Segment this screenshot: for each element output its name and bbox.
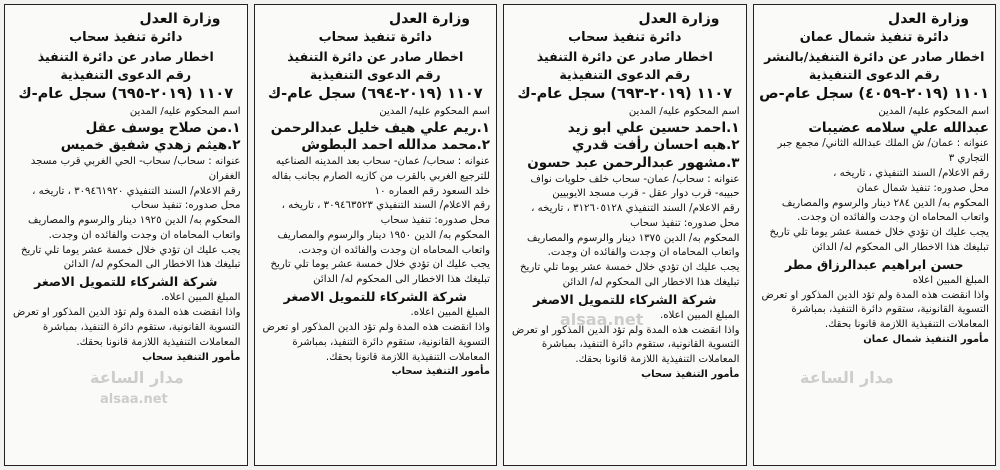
notice-heading: اخطار صادر عن دائرة التنفيذ [37, 49, 214, 65]
judgment-amount: المحكوم به/ الدين ١٩٢٥ دينار والرسوم والمصاريف واتعاب المحاماه ان وجدت والفائده ان وجدت. [27, 215, 241, 241]
watermark-text: مدار الساعة [800, 368, 894, 387]
officer-signature: مأمور التنفيذ شمال عمان [863, 333, 989, 345]
debtor-label: اسم المحكوم عليه/ المدين [878, 106, 989, 118]
ministry-title: وزارة العدل [888, 11, 969, 27]
debtor-address: عنوانه : سحاب/ سحاب- الحي الغربي قرب مسجد الغفران [30, 156, 241, 182]
payment-demand: يجب عليك ان تؤدي خلال خمسة عشر يوما تلي تاريخ تبليغك هذا الاخطار الى المحكوم له/ الدائن [769, 227, 989, 253]
watermark-text: alsaa.net [100, 392, 168, 407]
debtor-name: ٣.مشهور عبدالرحمن عبد حسون [527, 155, 740, 171]
creditor-name: حسن ابراهيم عبدالرزاق مطر [784, 256, 964, 272]
debtor-name: ٢.محمد مدالله احمد البطوش [301, 137, 490, 154]
issued-place: محل صدوره: تنفيذ شمال عمان [856, 182, 989, 194]
amount-reference: المبلغ المبين اعلاه [912, 274, 989, 286]
notice-reference: رقم الاعلام/ السند التنفيذي ، تاريخه ، [833, 168, 989, 180]
debtor-name: ١.احمد حسين علي ابو زيد [567, 119, 740, 136]
ministry-title: وزارة العدل [389, 11, 470, 27]
payment-demand: يجب عليك ان تؤدي خلال خمسة عشر يوما تلي تاريخ تبليغك هذا الاخطار الى المحكوم له/ الدائن [519, 262, 740, 289]
debtor-label: اسم المحكوم عليه/ المدين [129, 106, 241, 118]
enforcement-warning: واذا انقضت هذه المدة ولم تؤد الدين المذكور او تعرض التسوية القانونية، ستقوم دائرة التنفيذ، بمباشرة المعاملات التنفيذية اللازمة قانونا بحقك. [13, 307, 241, 348]
department-title: دائرة تنفيذ سحاب [568, 30, 682, 46]
debtor-name: ١.ريم علي هيف خليل عبدالرحمن [270, 119, 490, 136]
case-label: رقم الدعوى التنفيذية [808, 67, 940, 83]
enforcement-warning: واذا انقضت هذه المدة ولم تؤد الدين المذكور او تعرض التسوية القانونية، ستقوم دائرة التنفيذ، بمباشرة المعاملات التنفيذية اللازمة قانونا بحقك. [761, 289, 989, 331]
department-title: دائرة تنفيذ سحاب [318, 30, 432, 46]
notice-reference: رقم الاعلام/ السند التنفيذي ٣٠٩٤٦١٩٢٠ ، تاريخه ، [32, 185, 241, 197]
debtor-name: ٢.هيثم زهدي شفيق خميس [60, 137, 241, 154]
notice-north-amman [753, 4, 997, 466]
amount-reference: المبلغ المبين اعلاه. [161, 292, 241, 304]
officer-signature: مأمور التنفيذ سحاب [641, 369, 740, 381]
notice-reference: رقم الاعلام/ السند التنفيذي ٣٠٩٤٦٣٥٢٣ ، تاريخه ، [281, 200, 490, 212]
department-title: دائرة تنفيذ سحاب [69, 30, 183, 46]
notice-reference: رقم الاعلام/ السند التنفيذي ٣١٢٦٠٥١٢٨ ، تاريخه ، [531, 203, 740, 215]
judgment-amount: المحكوم به/ الدين ١٩٥٠ دينار والرسوم والمصاريف واتعاب المحاماه ان وجدت والفائده ان وجدت. [277, 229, 490, 256]
issued-place: محل صدوره: تنفيذ سحاب [630, 217, 740, 229]
debtor-name: ٢.هبه احسان رأفت قدري [571, 137, 740, 154]
amount-reference: المبلغ المبين اعلاه. [660, 309, 740, 321]
amount-reference: المبلغ المبين اعلاه. [410, 307, 490, 319]
creditor-name: شركة الشركاء للتمويل الاصغر [283, 289, 467, 305]
debtor-address: عنوانه : عمان/ ش الملك عبدالله الثاني/ مجمع جبر التجاري ٣ [777, 138, 989, 165]
judgment-amount: المحكوم به/ الدين ٢٨٤ دينار والرسوم والمصاريف واتعاب المحاماه ان وجدت والفائده ان وجدت. [781, 197, 989, 224]
case-label: رقم الدعوى التنفيذية [60, 67, 192, 83]
issued-place: محل صدوره: تنفيذ سحاب [380, 215, 490, 227]
officer-signature: مأمور التنفيذ سحاب [142, 351, 241, 363]
notice-heading: اخطار صادر عن دائرة التنفيذ [287, 49, 464, 65]
notices-page [4, 4, 996, 466]
case-number: ١١٠٧ (٢٠١٩-٦٩٤) سجل عام-ك [267, 86, 483, 103]
notice-heading: اخطار صادر عن دائرة التنفيذ/بالنشر [764, 49, 985, 65]
issued-place: محل صدوره: تنفيذ سحاب [131, 200, 241, 212]
payment-demand: يجب عليك ان تؤدي خلال خمسة عشر يوما تلي تاريخ تبليغك هذا الاخطار الى المحكوم له/ الدائن [270, 259, 490, 286]
notice-sahab-694 [254, 4, 498, 466]
debtor-label: اسم المحكوم عليه/ المدين [379, 106, 490, 118]
enforcement-warning: واذا انقضت هذه المدة ولم تؤد الدين المذكور او تعرض التسوية القانونية، ستقوم دائرة التنفيذ، بمباشرة المعاملات التنفيذية اللازمة قانونا بحقك. [262, 321, 490, 363]
debtor-name: ١.من صلاح يوسف عقل [85, 119, 241, 136]
watermark-text: alsaa.net [560, 310, 644, 329]
judgment-amount: المحكوم به/ الدين ١٣٧٥ دينار والرسوم والمصاريف واتعاب المحاماه ان وجدت والفائده ان وجدت. [526, 232, 740, 259]
debtor-label: اسم المحكوم عليه/ المدين [628, 106, 740, 118]
case-number: ١١٠٧ (٢٠١٩-٦٩٣) سجل عام-ك [517, 86, 733, 103]
debtor-address: عنوانه : سحاب/ عمان- سحاب بعد المدينه الصناعيه للترجيع الغربي بالقرب من كازيه الصارم بجانب بقاله خلد السعود رقم العماره ١٠ [271, 156, 490, 197]
enforcement-warning: واذا انقضت هذه المدة ولم تؤد الدين المذكور او تعرض التسوية القانونية، ستقوم دائرة التنفيذ، بمباشرة المعاملات التنفيذية اللازمة قانونا بحقك. [512, 324, 740, 366]
notice-heading: اخطار صادر عن دائرة التنفيذ [536, 49, 713, 65]
debtor-name: عبدالله علي سلامه عضيبات [808, 119, 989, 136]
watermark-text: مدار الساعة [90, 368, 184, 387]
case-number: ١١٠٧ (٢٠١٩-٦٩٥) سجل عام-ك [18, 86, 234, 103]
notice-sahab-693 [503, 4, 747, 466]
case-label: رقم الدعوى التنفيذية [559, 67, 691, 83]
debtor-address: عنوانه : سحاب/ عمان- سحاب خلف حلويات نواف حبيبه- قرب دوار عقل - قرب مسجد الايوبيين [530, 173, 740, 200]
notice-sahab-695 [4, 4, 248, 466]
creditor-name: شركة الشركاء للتمويل الاصغر [34, 274, 218, 290]
ministry-title: وزارة العدل [638, 11, 720, 27]
case-label: رقم الدعوى التنفيذية [309, 67, 441, 83]
creditor-name: شركة الشركاء للتمويل الاصغر [533, 291, 717, 307]
case-number: ١١٠١ (٢٠١٩-٤٠٥٩) سجل عام-ص [759, 86, 989, 103]
department-title: دائرة تنفيذ شمال عمان [799, 30, 949, 46]
ministry-title: وزارة العدل [139, 11, 221, 27]
payment-demand: يجب عليك ان تؤدي خلال خمسة عشر يوما تلي تاريخ تبليغك هذا الاخطار الى المحكوم له/ الدائن [20, 244, 241, 271]
officer-signature: مأمور التنفيذ سحاب [391, 366, 490, 378]
